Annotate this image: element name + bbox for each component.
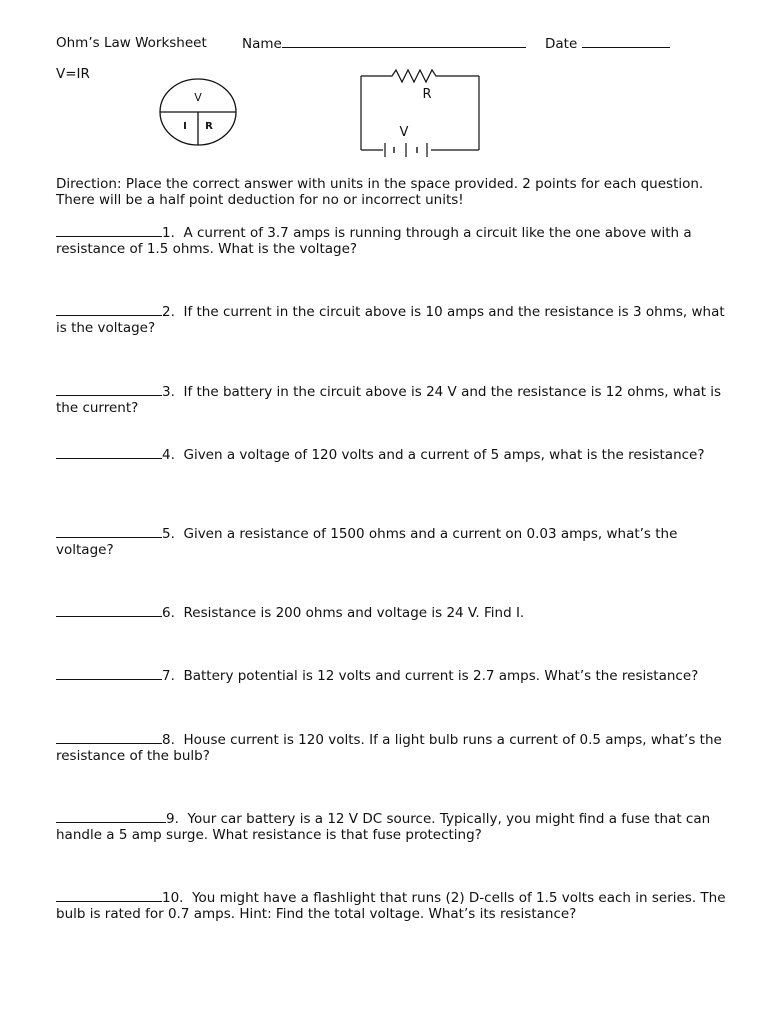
question-number: 2.: [162, 304, 175, 320]
question-item: [56, 525, 726, 558]
question-number: 7.: [162, 668, 175, 684]
resistor-label: R: [422, 87, 432, 102]
resistor-zigzag: [361, 70, 479, 82]
direction-text: Direction: Place the correct answer with units in the space provided. 2 points for each question. There will be a half point deduction for no or incorrect units!: [56, 176, 704, 208]
question-item: [56, 667, 726, 685]
worksheet-title: Ohm’s Law Worksheet: [56, 35, 207, 51]
answer-blank[interactable]: [56, 731, 162, 744]
answer-blank[interactable]: [56, 889, 162, 902]
battery-label: V: [399, 125, 409, 140]
answer-blank[interactable]: [56, 224, 162, 237]
answer-blank[interactable]: [56, 525, 162, 538]
formula: V=IR: [56, 66, 90, 82]
circle-v-label: V: [194, 91, 202, 104]
question-item: [56, 604, 726, 622]
answer-blank[interactable]: [56, 383, 162, 396]
question-text: Your car battery is a 12 V DC source. Typically, you might find a fuse that can handle a 5 amp surge. What resistance is that fuse protecting?: [56, 811, 711, 843]
date-label-text: Date: [545, 36, 578, 52]
question-number: 5.: [162, 526, 175, 542]
question-text: If the battery in the circuit above is 24 V and the resistance is 12 ohms, what is the current?: [56, 384, 722, 416]
question-text: Resistance is 200 ohms and voltage is 24 V. Find I.: [183, 605, 525, 621]
name-blank[interactable]: [282, 35, 526, 48]
question-number: 6.: [162, 605, 175, 621]
circle-r-label: R: [205, 121, 213, 132]
battery-symbol: [385, 143, 427, 157]
question-text: House current is 120 volts. If a light bulb runs a current of 0.5 amps, what’s the resistance of the bulb?: [56, 732, 722, 764]
question-item: [56, 810, 726, 843]
question-item: [56, 383, 726, 416]
question-number: 8.: [162, 732, 175, 748]
name-label-text: Name: [242, 36, 282, 52]
answer-blank[interactable]: [56, 303, 162, 316]
answer-blank[interactable]: [56, 810, 166, 823]
question-item: [56, 303, 726, 336]
question-text: Battery potential is 12 volts and current is 2.7 amps. What’s the resistance?: [183, 668, 699, 684]
ohms-law-circle: [159, 78, 239, 148]
date-label: [545, 35, 670, 52]
question-text: Given a voltage of 120 volts and a current of 5 amps, what is the resistance?: [183, 447, 705, 463]
question-text: A current of 3.7 amps is running through a circuit like the one above with a resistance of 1.5 ohms. What is the voltage?: [56, 225, 692, 257]
question-item: [56, 446, 726, 464]
question-number: 10.: [162, 890, 184, 906]
answer-blank[interactable]: [56, 667, 162, 680]
date-blank[interactable]: [582, 35, 670, 48]
question-text: If the current in the circuit above is 10 amps and the resistance is 3 ohms, what is the voltage?: [56, 304, 725, 336]
answer-blank[interactable]: [56, 446, 162, 459]
question-number: 4.: [162, 447, 175, 463]
question-item: [56, 889, 726, 922]
name-label: [242, 35, 526, 52]
question-item: [56, 731, 726, 764]
question-number: 1.: [162, 225, 175, 241]
answer-blank[interactable]: [56, 604, 162, 617]
question-number: 3.: [162, 384, 175, 400]
circuit-diagram: [361, 66, 486, 156]
circle-i-label: I: [183, 121, 187, 132]
question-text: Given a resistance of 1500 ohms and a current on 0.03 amps, what’s the voltage?: [56, 526, 678, 558]
question-item: [56, 224, 726, 257]
question-text: You might have a flashlight that runs (2) D-cells of 1.5 volts each in series. The bulb is rated for 0.7 amps. Hint: Find the total voltage. What’s its resistance?: [56, 890, 726, 922]
question-number: 9.: [166, 811, 179, 827]
